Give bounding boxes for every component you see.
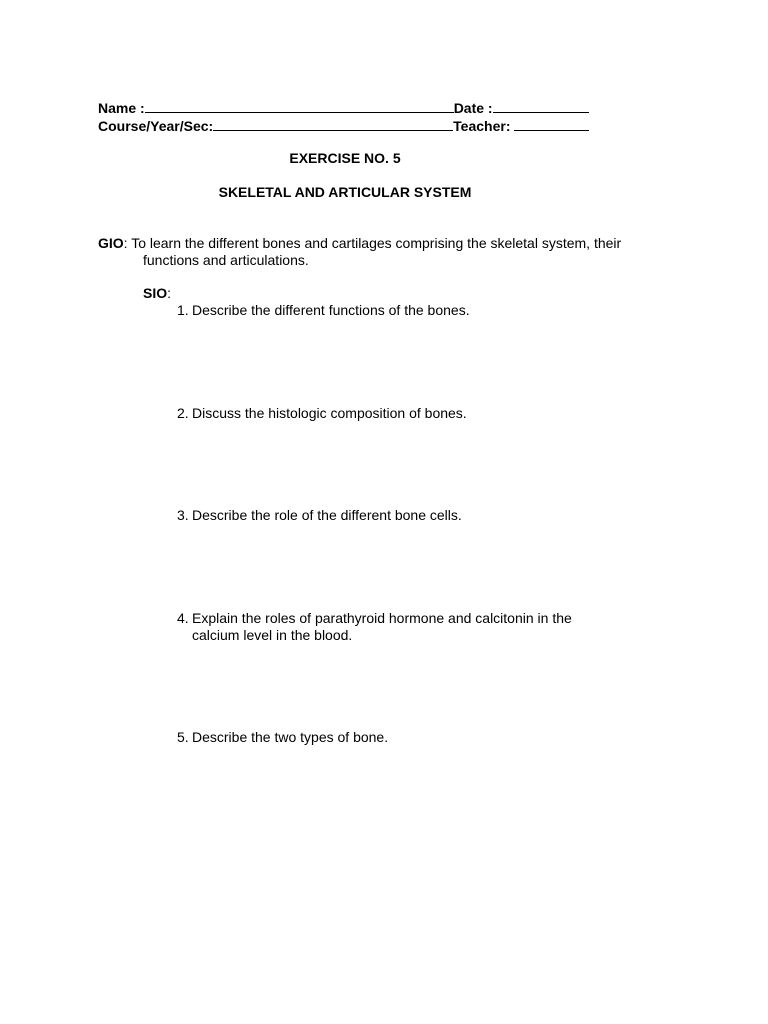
objective-number: 5. [177, 729, 189, 745]
course-blank [213, 117, 453, 131]
objective-text-continued: calcium level in the blood. [192, 627, 353, 643]
sio-colon: : [167, 285, 172, 301]
objective-number: 1. [177, 302, 189, 318]
gio-label: GIO [98, 235, 124, 251]
course-label: Course/Year/Sec: [98, 118, 214, 134]
exercise-subtitle: SKELETAL AND ARTICULAR SYSTEM [218, 184, 472, 200]
objective-text: Describe the two types of bone. [192, 729, 389, 745]
gio-paragraph [98, 235, 628, 252]
teacher-label: Teacher: [453, 118, 515, 134]
objective-number: 2. [177, 405, 189, 421]
objective-text: Describe the role of the different bone cells. [192, 507, 462, 523]
objective-number: 4. [177, 610, 189, 626]
name-blank [145, 99, 454, 113]
sio-heading [143, 285, 171, 302]
objective-item [177, 507, 597, 524]
course-teacher-row [98, 117, 589, 135]
objective-item [177, 405, 597, 422]
objective-text: Describe the different functions of the bones. [192, 302, 470, 318]
objective-text: Discuss the histologic composition of bones. [192, 405, 467, 421]
date-label: Date : [453, 100, 493, 116]
objective-item [177, 302, 597, 319]
exercise-title: EXERCISE NO. 5 [289, 150, 401, 166]
sio-label: SIO [143, 285, 168, 301]
gio-text-line2: functions and articulations. [143, 252, 309, 268]
name-date-row [98, 99, 589, 117]
teacher-blank [514, 117, 589, 131]
objective-text: Explain the roles of parathyroid hormone and calcitonin in the [192, 610, 572, 626]
objective-number: 3. [177, 507, 189, 523]
date-blank [493, 99, 589, 113]
gio-text-line1: : To learn the different bones and cartilages comprising the skeletal system, their [123, 235, 622, 251]
name-label: Name : [98, 100, 145, 116]
objective-item [177, 610, 597, 644]
objective-item [177, 729, 597, 746]
